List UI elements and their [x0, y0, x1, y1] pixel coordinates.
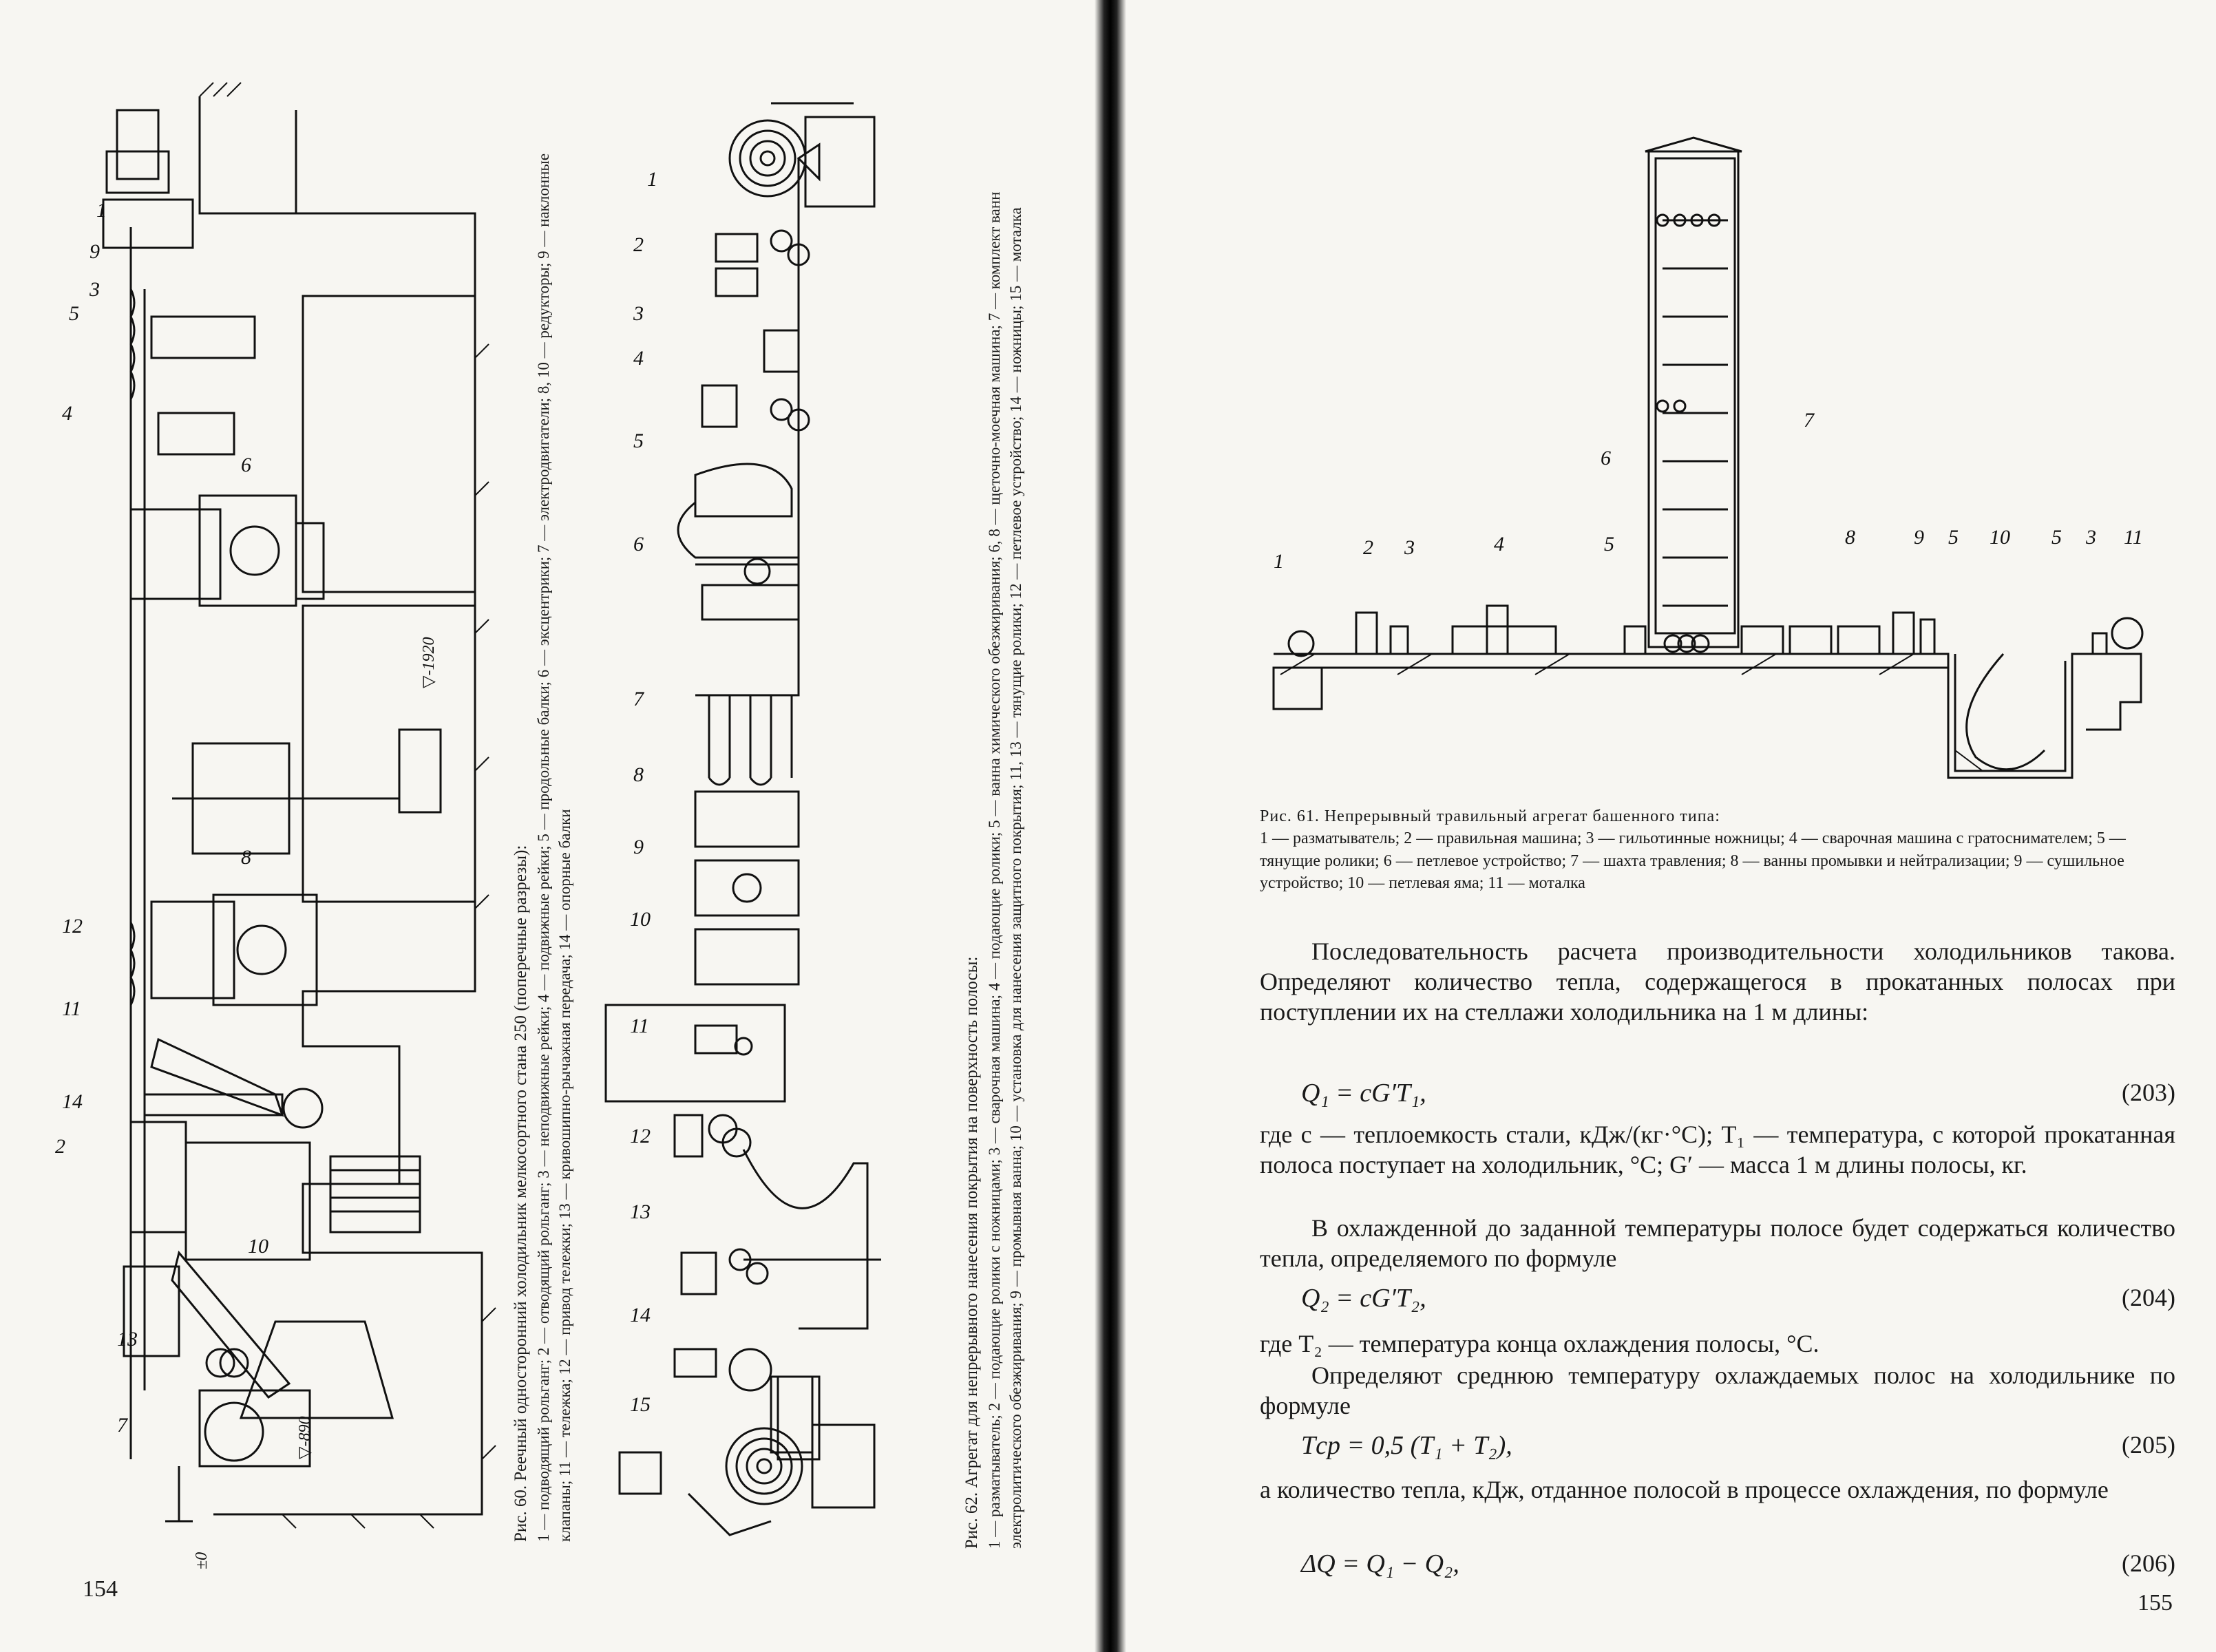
fig62-caption-title: Рис. 62. Агрегат для непрерывного нанесения покрытия на поверхность полосы:: [962, 956, 981, 1549]
equation-204: [1301, 1283, 2175, 1313]
fig60-drawing: [55, 83, 571, 1597]
fig60-label: 14: [62, 1090, 83, 1113]
fig62-label: 14: [630, 1304, 651, 1326]
fig62-label: 8: [633, 763, 644, 786]
fig61-caption: [1260, 805, 2175, 895]
fig61-caption-title: Рис. 61. Непрерывный травильный агрегат башенного типа:: [1260, 807, 1720, 825]
paragraph: Последовательность расчета производительности холодильников такова. Определяют количество тепла, содержащегося в прокатанных полосах при поступлении их на стеллажи холодильника на 1 м длины:: [1260, 938, 2175, 1026]
fig62-label: 9: [633, 836, 644, 858]
equation-number: (206): [2122, 1549, 2175, 1577]
fig60-label: 2: [55, 1135, 65, 1158]
fig62-label: 7: [633, 688, 644, 710]
fig61-label: 3: [2086, 526, 2096, 549]
fig60-label: 3: [89, 278, 100, 301]
equation-number: (204): [2122, 1284, 2175, 1311]
equation-206: [1301, 1549, 2175, 1579]
fig61-label: 2: [1363, 536, 1373, 559]
fig60-label: 4: [62, 402, 72, 425]
fig61-label: 6: [1601, 447, 1611, 469]
fig62-label: 5: [633, 430, 644, 452]
fig61-label: 10: [1990, 526, 2010, 549]
fig60-caption-title: Рис. 60. Реечный односторонний холодильник мелкосортного стана 250 (поперечные разрезы):: [511, 845, 530, 1542]
page-number: 155: [2138, 1590, 2173, 1616]
equation-number: (203): [2122, 1079, 2175, 1106]
paragraph: а количество тепла, кДж, отданное полосой в процессе охлаждения, по формуле: [1260, 1476, 2109, 1503]
fig60-label: 13: [117, 1328, 138, 1351]
fig62-label: 10: [630, 908, 651, 931]
fig62-caption-legend: 1 — разматыватель; 2 — подающие ролики с ножницами; 3 — сварочная машина; 4 — подающие ролики; 5 — ванна химического обезжиривания; 6, 8 — щеточно-моечная машина; 7 — комплект ванн электролитического обезжиривания; 9 — промывная ванна; 10 — установка для нанесения защитного покрытия; 11, 13 — тянущие ролики; 12 — петлевое устройство; 14 — ножницы; 15 — моталка: [985, 191, 1024, 1549]
fig61-label: 5: [2051, 526, 2062, 549]
equation-205: [1301, 1430, 2175, 1461]
paragraph: где T₂ — температура конца охлаждения полосы, °С.: [1260, 1330, 1819, 1357]
fig61-caption-legend: 1 — разматыватель; 2 — правильная машина; 3 — гильотинные ножницы; 4 — сварочная машина с гратоснимателем; 5 — тянущие ролики; 6 — петлевое устройство; 7 — шахта травления; 8 — ванны промывки и нейтрализации; 9 — сушильное устройство; 10 — петлевая яма; 11 — моталка: [1260, 829, 2126, 893]
fig60-label: 9: [89, 240, 100, 263]
fig62-label: 12: [630, 1125, 651, 1147]
paragraph: где c — теплоемкость стали, кДж/(кг·°С); T₁ — температура, с которой прокатанная полоса поступает на холодильник, °С; G′ — масса 1 м длины полосы, кг.: [1260, 1121, 2175, 1178]
equation-203: [1301, 1078, 2175, 1108]
paragraph: Определяют среднюю температуру охлаждаемых полос на холодильнике по формуле: [1260, 1362, 2175, 1419]
fig61-label: 11: [2124, 526, 2143, 549]
fig61-label: 4: [1494, 533, 1504, 555]
fig62-caption: [960, 89, 1026, 1549]
fig60-label: 11: [62, 997, 81, 1020]
fig61-drawing: [1260, 131, 2182, 805]
equation-text: ΔQ = Q₁ − Q₂,: [1301, 1549, 1459, 1578]
fig62-drawing: [592, 89, 895, 1542]
paragraph: В охлажденной до заданной температуры полосе будет содержаться количество тепла, определяемого по формуле: [1260, 1214, 2175, 1272]
fig60-label: 7: [117, 1414, 127, 1437]
fig60-mark: ±0: [193, 1552, 211, 1569]
fig62-label: 6: [633, 533, 644, 555]
fig61-label: 7: [1804, 409, 1814, 432]
fig61-label: 1: [1274, 550, 1284, 573]
fig60-label: 12: [62, 915, 83, 938]
fig60-label: 1: [96, 199, 107, 222]
fig60-label: 6: [241, 454, 251, 476]
fig62-label: 4: [633, 347, 644, 370]
fig60-label: 8: [241, 846, 251, 869]
equation-text: Q₂ = cG′T₂,: [1301, 1284, 1426, 1313]
fig62-label: 11: [630, 1015, 649, 1037]
fig61-label: 3: [1404, 536, 1415, 559]
fig60-caption-legend: 1 — подводящий рольганг; 2 — отводящий рольганг; 3 — неподвижные рейки; 4 — подвижные рейки; 5 — продольные балки; 6 — эксцентрики; 7 — электродвигатели; 8, 10 — редукторы; 9 — наклонные клапаны; 11 — тележка; 12 — привод тележки; 13 — кривошипно-рычажная передача; 14 — опорные балки: [534, 153, 573, 1542]
fig60-caption: [509, 96, 576, 1542]
fig62-label: 13: [630, 1200, 651, 1223]
fig61-label: 8: [1845, 526, 1855, 549]
fig60-label: 5: [69, 302, 79, 325]
fig60-mark: ▽-890: [296, 1416, 314, 1459]
fig60-mark: ▽-1920: [420, 637, 438, 688]
fig61-label: 5: [1948, 526, 1959, 549]
equation-text: Q₁ = cG′T₁,: [1301, 1079, 1426, 1108]
fig62-label: 1: [647, 168, 657, 191]
equation-text: Tср = 0,5 (T₁ + T₂),: [1301, 1431, 1512, 1460]
fig62-label: 3: [633, 302, 644, 325]
equation-number: (205): [2122, 1431, 2175, 1459]
fig60-label: 10: [248, 1235, 268, 1258]
fig62-label: 15: [630, 1393, 651, 1416]
fig62-label: 2: [633, 233, 644, 256]
fig61-label: 5: [1604, 533, 1614, 555]
fig61-label: 9: [1914, 526, 1924, 549]
page-number: 154: [83, 1576, 118, 1602]
